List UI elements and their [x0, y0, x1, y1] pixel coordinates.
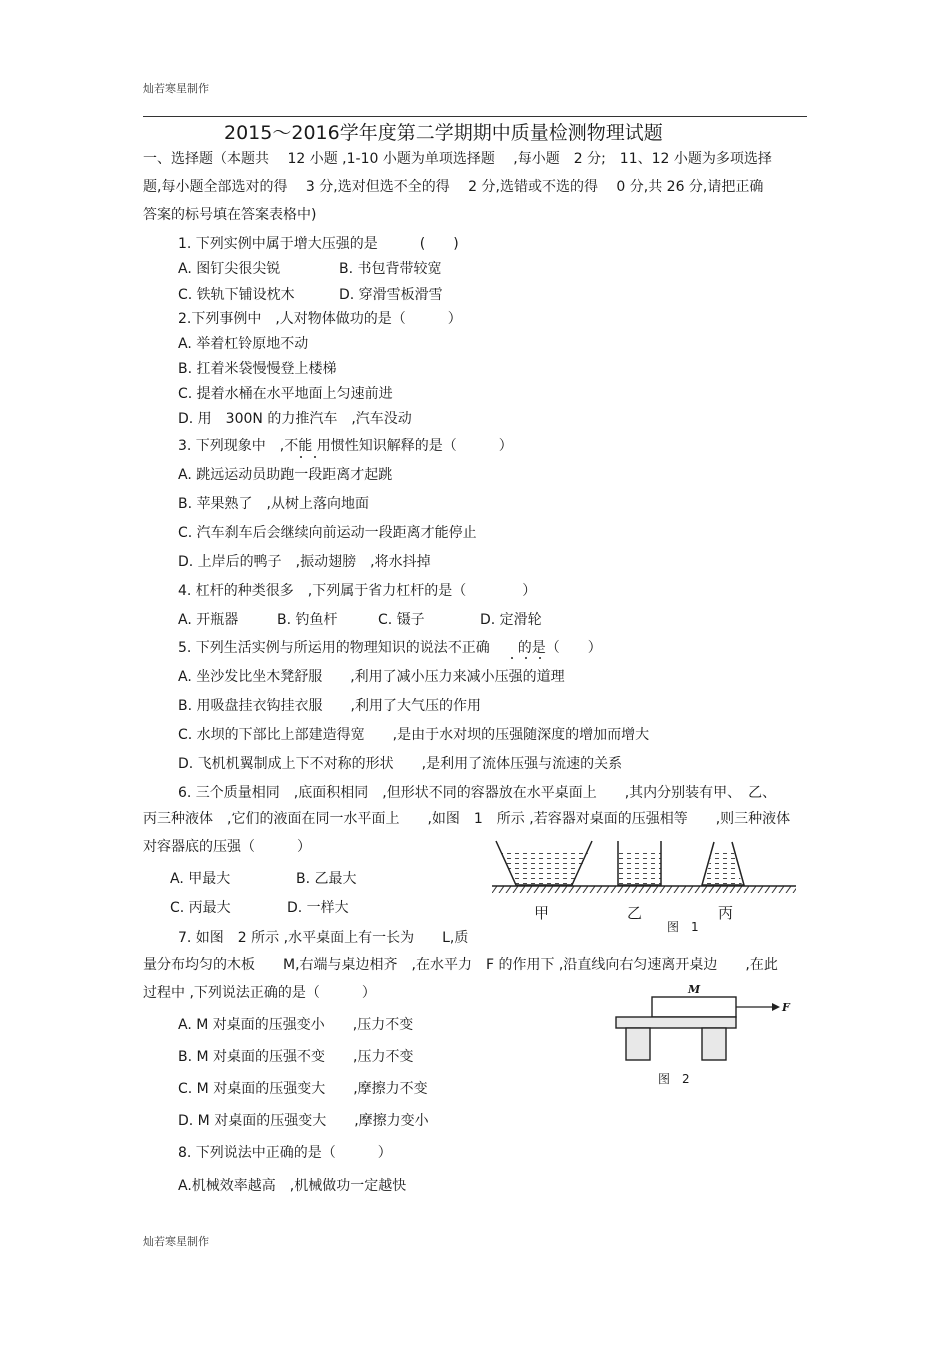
figure-2-table-board — [612, 990, 792, 1070]
q5-stem-emphasis: 不正确 — [447, 640, 490, 656]
q4-option-b: B. 钓鱼杆 — [277, 612, 338, 628]
section-line-3: 答案的标号填在答案表格中) — [143, 207, 317, 223]
q3-option-d: D. 上岸后的鸭子 ,振动翅膀 ,将水抖掉 — [178, 554, 431, 570]
q3-stem — [178, 436, 513, 456]
emphasis-dot — [300, 456, 302, 458]
emphasis-dot — [511, 657, 513, 659]
header-maker: 灿若寒星制作 — [143, 82, 209, 95]
q2-option-b: B. 扛着米袋慢慢登上楼梯 — [178, 361, 337, 377]
q6-line-2: 丙三种液体 ,它们的液面在同一水平面上 ,如图 1 所示 ,若容器对桌面的压强相等 ,则三种液体 — [143, 811, 791, 827]
q7-option-b: B. M 对桌面的压强不变 ,压力不变 — [178, 1049, 414, 1065]
q5-stem — [178, 638, 602, 658]
emphasis-dot — [539, 657, 541, 659]
page-title: 2015～2016学年度第二学期期中质量检测物理试题 — [224, 122, 663, 144]
q4-option-a: A. 开瓶器 — [178, 612, 239, 628]
q2-option-d: D. 用 300N 的力推汽车 ,汽车没动 — [178, 411, 412, 427]
q4-stem: 4. 杠杆的种类很多 ,下列属于省力杠杆的是（ ） — [178, 583, 537, 599]
section-line-2: 题,每小题全部选对的得 3 分,选对但选不全的得 2 分,选错或不选的得 0 分,共 26 分,请把正确 — [143, 179, 764, 195]
q1-option-d: D. 穿滑雪板滑雪 — [339, 287, 443, 303]
q7-option-a: A. M 对桌面的压强变小 ,压力不变 — [178, 1017, 414, 1033]
header-rule — [143, 116, 807, 117]
q1-option-b: B. 书包背带较宽 — [339, 261, 442, 277]
figure-2-f-label: F — [782, 1001, 790, 1014]
q4-option-c: C. 镊子 — [378, 612, 425, 628]
q5-option-d: D. 飞机机翼制成上下不对称的形状 ,是利用了流体压强与流速的关系 — [178, 756, 623, 772]
q7-option-d: D. M 对桌面的压强变大 ,摩擦力变小 — [178, 1113, 429, 1129]
figure-2-caption: 图 2 — [658, 1072, 690, 1086]
q2-option-c: C. 提着水桶在水平地面上匀速前进 — [178, 386, 393, 402]
q6-line-1: 6. 三个质量相同 ,底面积相同 ,但形状不同的容器放在水平桌面上 ,其内分别装有甲、 乙、 — [178, 785, 777, 801]
q7-option-c: C. M 对桌面的压强变大 ,摩擦力不变 — [178, 1081, 428, 1097]
figure-1-label-bing: 丙 — [718, 904, 734, 922]
q3-option-c: C. 汽车刹车后会继续向前运动一段距离才能停止 — [178, 525, 477, 541]
q6-option-a: A. 甲最大 — [170, 871, 231, 887]
q1-option-a: A. 图钉尖很尖锐 — [178, 261, 281, 277]
q5-option-c: C. 水坝的下部比上部建造得宽 ,是由于水对坝的压强随深度的增加而增大 — [178, 727, 650, 743]
q5-option-b: B. 用吸盘挂衣钩挂衣服 ,利用了大气压的作用 — [178, 698, 481, 714]
emphasis-dot — [314, 456, 316, 458]
q2-option-a: A. 举着杠铃原地不动 — [178, 336, 309, 352]
q5-option-a: A. 坐沙发比坐木凳舒服 ,利用了减小压力来减小压强的道理 — [178, 669, 565, 685]
q5-stem-b: 的是（ ） — [489, 640, 602, 656]
emphasis-dot — [525, 657, 527, 659]
q7-line-3: 过程中 ,下列说法正确的是（ ） — [143, 985, 376, 1001]
q7-line-1: 7. 如图 2 所示 ,水平桌面上有一长为 L,质 — [178, 930, 469, 946]
q3-stem-emphasis: 不能 — [284, 438, 313, 454]
section-line-1: 一、选择题（本题共 12 小题 ,1-10 小题为单项选择题 ,每小题 2 分; 11、12 小题为多项选择 — [143, 151, 772, 167]
q8-option-a: A.机械效率越高 ,机械做功一定越快 — [178, 1178, 407, 1194]
q4-option-d: D. 定滑轮 — [480, 612, 542, 628]
q1-option-c: C. 铁轨下铺设枕木 — [178, 287, 295, 303]
q6-option-c: C. 丙最大 — [170, 900, 231, 916]
figure-1-caption: 图 1 — [667, 920, 699, 934]
q5-stem-a: 5. 下列生活实例与所运用的物理知识的说法 — [178, 640, 448, 656]
q3-stem-a: 3. 下列现象中 , — [178, 438, 285, 454]
q2-stem: 2.下列事例中 ,人对物体做功的是（ ） — [178, 311, 462, 327]
q7-line-2: 量分布均匀的木板 M,右端与桌边相齐 ,在水平力 F 的作用下 ,沿直线向右匀速离开桌边 ,在此 — [143, 957, 778, 973]
q3-option-b: B. 苹果熟了 ,从树上落向地面 — [178, 496, 369, 512]
q3-option-a: A. 跳远运动员助跑一段距离才起跳 — [178, 467, 393, 483]
footer-maker: 灿若寒星制作 — [143, 1235, 209, 1248]
q1-stem: 1. 下列实例中属于增大压强的是 ( ) — [178, 236, 459, 252]
q3-stem-b: 用惯性知识解释的是（ ） — [312, 438, 513, 454]
figure-1-label-yi: 乙 — [627, 904, 643, 922]
q6-option-d: D. 一样大 — [287, 900, 349, 916]
q6-line-3: 对容器底的压强（ ） — [143, 839, 311, 855]
figure-2-m-label: M — [688, 983, 701, 996]
q6-option-b: B. 乙最大 — [296, 871, 357, 887]
figure-1-label-jia: 甲 — [534, 904, 550, 922]
figure-1-containers — [490, 836, 800, 948]
q8-stem: 8. 下列说法中正确的是（ ） — [178, 1145, 392, 1161]
